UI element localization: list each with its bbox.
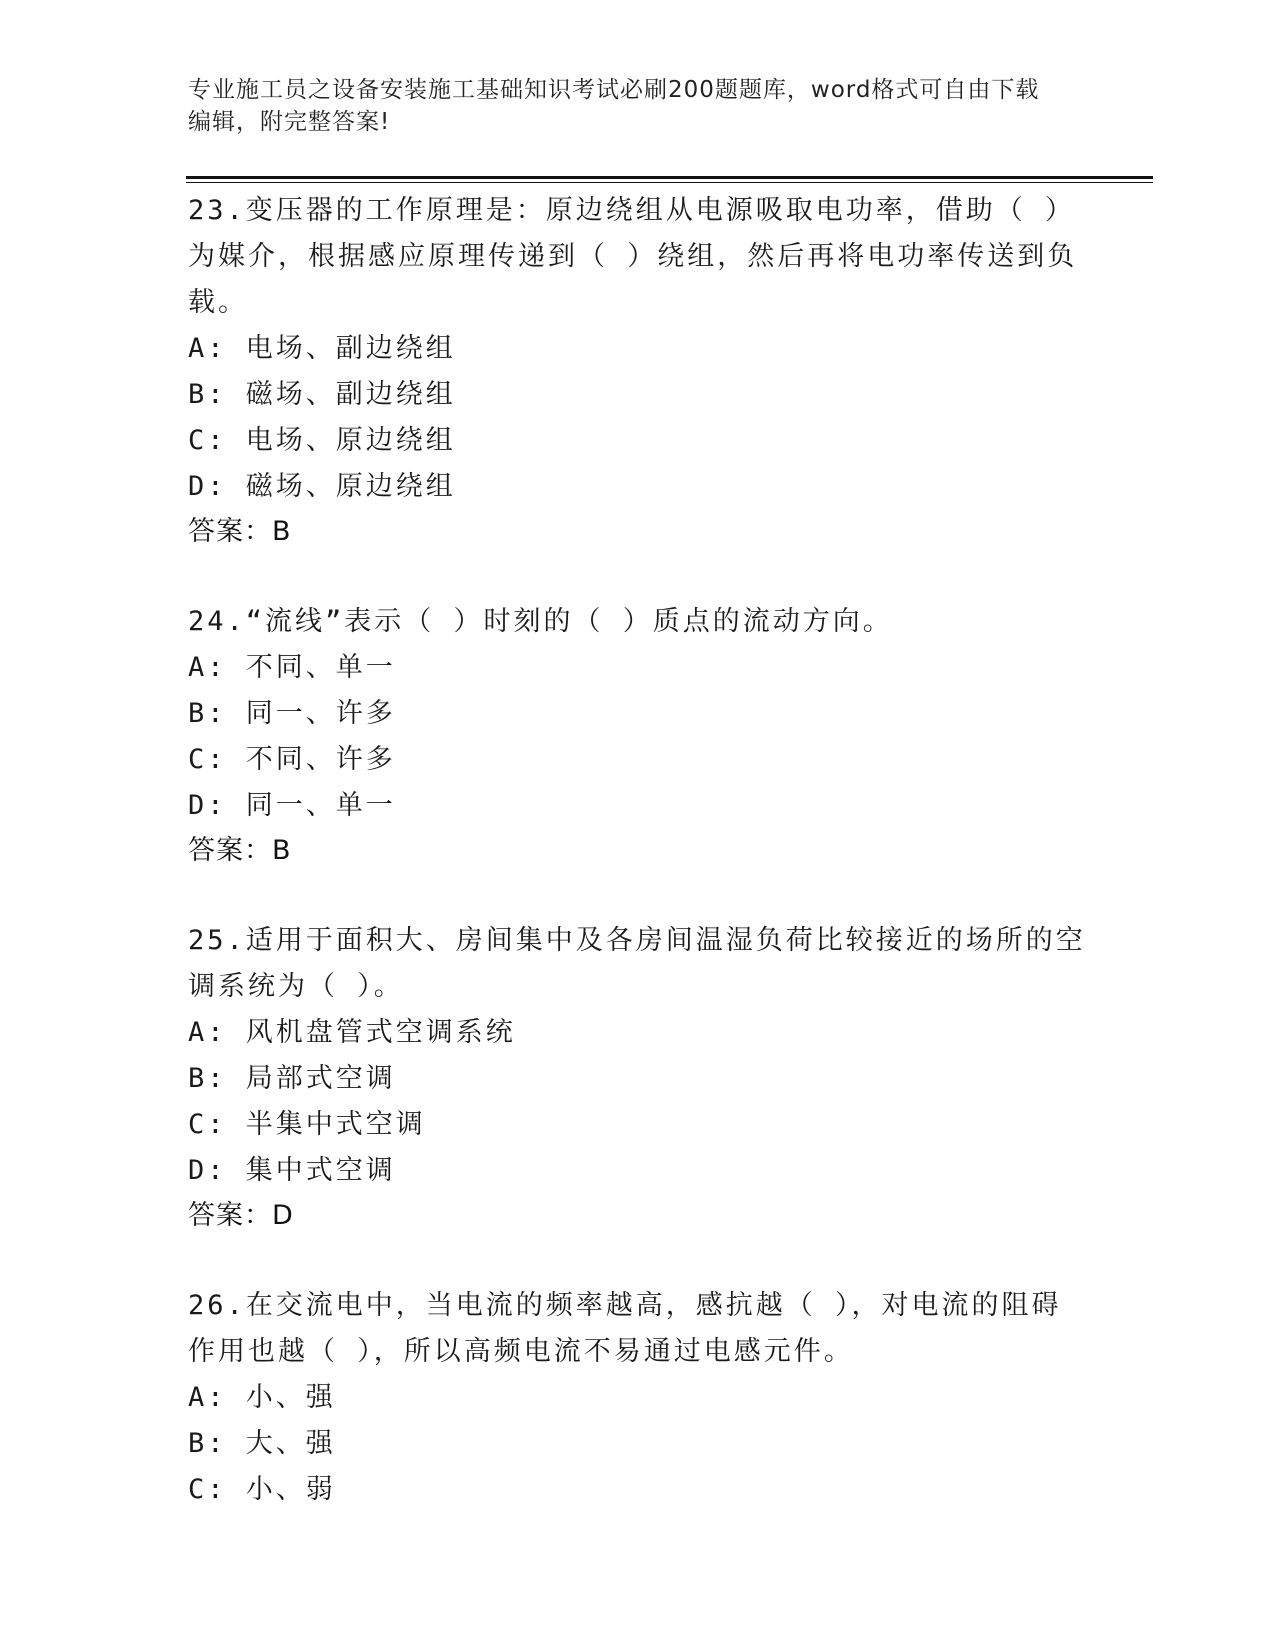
- question-23: [188, 188, 1088, 554]
- option-b: B: 磁场、副边绕组: [188, 379, 456, 410]
- option-a: A: 小、强: [188, 1382, 336, 1413]
- question-26: [188, 1283, 1088, 1513]
- option-d: D: 集中式空调: [188, 1155, 396, 1186]
- header-divider-thin: [186, 182, 1153, 183]
- option-list: [188, 326, 1088, 510]
- answer-line: 答案：B: [188, 516, 292, 547]
- option-c: C: 半集中式空调: [188, 1109, 426, 1140]
- question-stem: 24.“流线”表示（ ）时刻的（ ）质点的流动方向。: [188, 606, 893, 637]
- option-a: A: 不同、单一: [188, 652, 396, 683]
- option-list: [188, 1375, 1088, 1513]
- option-d: D: 磁场、原边绕组: [188, 471, 456, 502]
- answer-line: 答案：D: [188, 1200, 294, 1231]
- answer-line: 答案：B: [188, 835, 292, 866]
- question-25: [188, 918, 1088, 1238]
- option-list: [188, 645, 1088, 829]
- header-line-1: 专业施工员之设备安装施工基础知识考试必刷200题题库，word格式可自由下载: [188, 77, 1040, 103]
- option-b: B: 大、强: [188, 1428, 336, 1459]
- option-c: C: 不同、许多: [188, 744, 396, 775]
- header-line-2: 编辑，附完整答案!: [188, 109, 391, 135]
- option-d: D: 同一、单一: [188, 790, 396, 821]
- question-stem: 23.变压器的工作原理是：原边绕组从电源吸取电功率，借助（ ）为媒介，根据感应原理传递到（ ）绕组，然后再将电功率传送到负载。: [188, 195, 1078, 318]
- option-b: B: 同一、许多: [188, 698, 396, 729]
- option-a: A: 风机盘管式空调系统: [188, 1017, 516, 1048]
- option-list: [188, 1010, 1088, 1194]
- option-c: C: 小、弱: [188, 1474, 336, 1505]
- option-b: B: 局部式空调: [188, 1063, 396, 1094]
- option-a: A: 电场、副边绕组: [188, 333, 456, 364]
- question-stem: 26.在交流电中，当电流的频率越高，感抗越（ ），对电流的阻碍作用也越（ ），所以高频电流不易通过电感元件。: [188, 1290, 1062, 1367]
- question-stem: 25.适用于面积大、房间集中及各房间温湿负荷比较接近的场所的空调系统为（ ）。: [188, 925, 1086, 1002]
- header-divider-thick: [186, 176, 1153, 179]
- option-c: C: 电场、原边绕组: [188, 425, 456, 456]
- document-header: [188, 74, 1068, 138]
- question-24: [188, 599, 1088, 873]
- question-list: [188, 188, 1088, 1558]
